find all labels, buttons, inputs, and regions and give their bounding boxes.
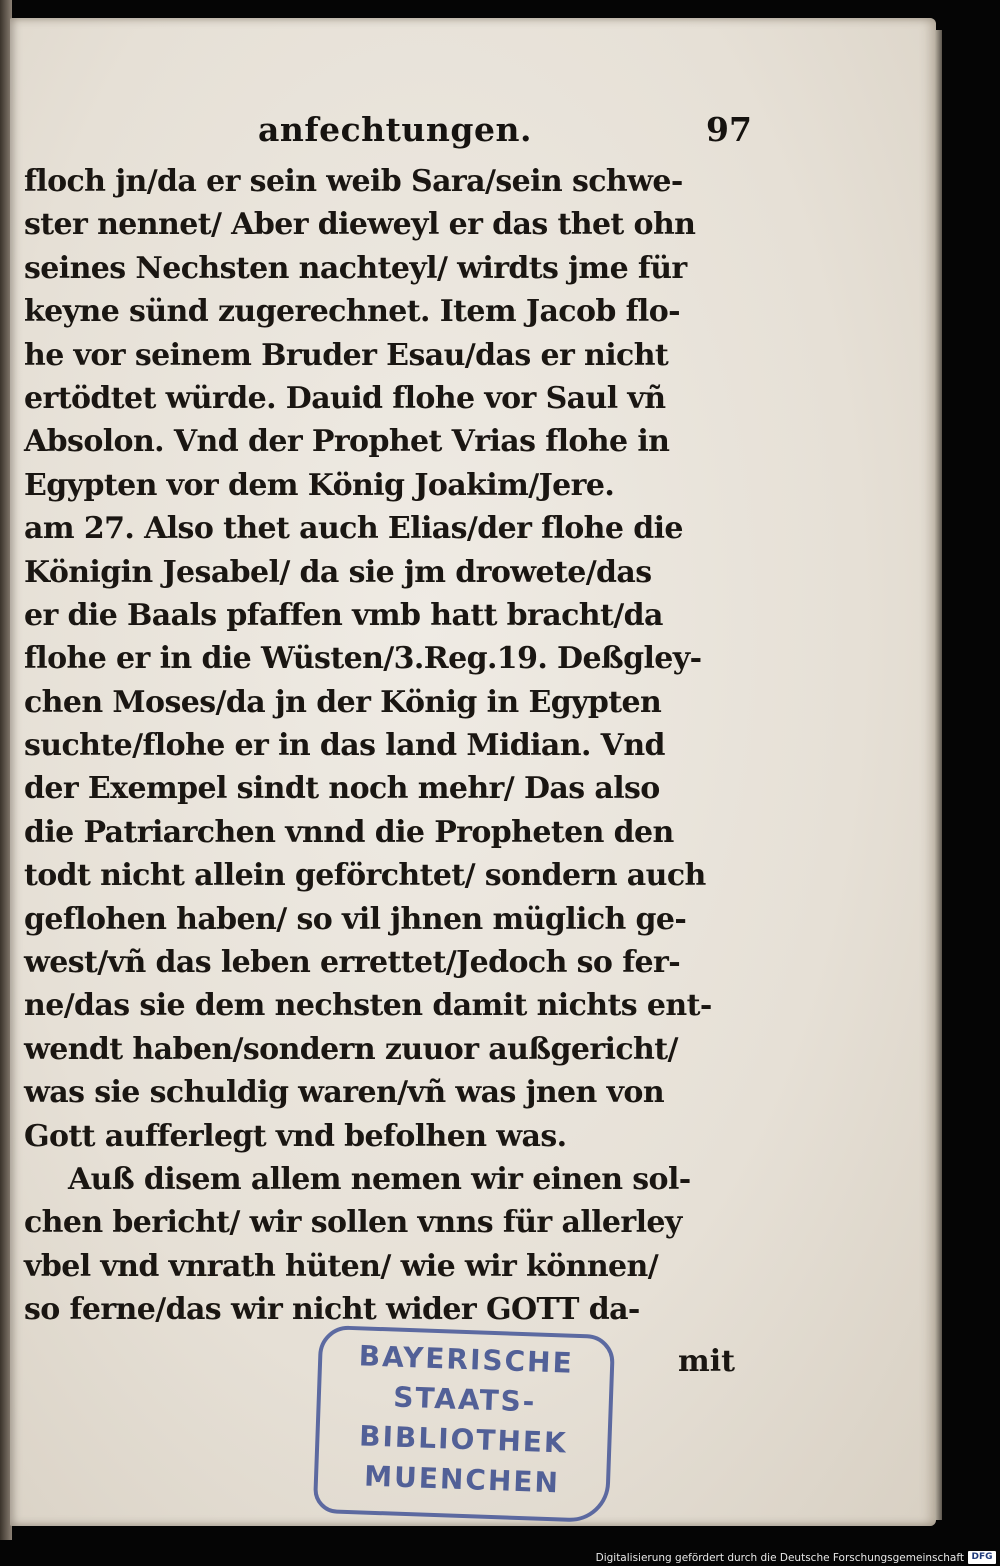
text-line: seines Nechsten nachteyl/ wirdts jme für <box>24 250 687 286</box>
text-line: floch jn/da er sein weib Sara/sein schwe- <box>24 164 683 199</box>
text-line: die Patriarchen vnnd die Propheten den <box>24 814 674 850</box>
stamp-line: MUENCHEN <box>363 1459 561 1500</box>
text-line: chen Moses/da jn der König in Egypten <box>24 684 662 720</box>
text-block <box>24 160 742 1332</box>
stamp-line: STAATS- <box>392 1380 537 1419</box>
text-line: he vor seinem Bruder Esau/das er nicht <box>24 337 669 373</box>
text-line: am 27. Also thet auch Elias/der flohe die <box>24 511 683 547</box>
page-number: 97 <box>706 110 752 149</box>
text-line: wendt haben/sondern zuuor außgericht/ <box>24 1031 678 1067</box>
text-line: west/vñ das leben errettet/Jedoch so fer- <box>24 945 681 981</box>
text-line: vbel vnd vnrath hüten/ wie wir können/ <box>24 1248 659 1284</box>
text-line: keyne sünd zugerechnet. Item Jacob flo- <box>24 294 680 330</box>
text-line: ertödtet würde. Dauid flohe vor Saul vñ <box>24 380 666 416</box>
text-line: er die Baals pfaffen vmb hatt bracht/da <box>24 597 663 633</box>
text-line: geflohen haben/ so vil jhnen müglich ge- <box>24 901 687 937</box>
text-line: Egypten vor dem König Joakim/Jere. <box>24 467 615 503</box>
catchword: mit <box>678 1344 735 1379</box>
text-line: der Exempel sindt noch mehr/ Das also <box>24 771 660 807</box>
text-line: Absolon. Vnd der Prophet Vrias flohe in <box>24 424 670 460</box>
text-line: ster nennet/ Aber dieweyl er das thet ohn <box>24 207 696 243</box>
page-edge <box>935 30 942 1520</box>
stamp-line: BAYERISCHE <box>358 1339 575 1380</box>
footer-credit: Digitalisierung gefördert durch die Deutsche Forschungsgemeinschaft <box>595 1552 964 1564</box>
text-line: suchte/flohe er in das land Midian. Vnd <box>24 728 665 764</box>
text-line: flohe er in die Wüsten/3.Reg.19. Deßgley- <box>24 641 702 677</box>
dfg-logo: DFG <box>968 1551 996 1564</box>
text-line: chen bericht/ wir sollen vnns für allerley <box>24 1205 682 1241</box>
text-line: ne/das sie dem nechsten damit nichts ent- <box>24 988 712 1024</box>
text-line: Königin Jesabel/ da sie jm drowete/das <box>24 554 652 590</box>
text-line: Auß disem allem nemen wir einen sol- <box>68 1161 691 1197</box>
text-line: so ferne/das wir nicht wider GOTT da- <box>24 1292 640 1328</box>
stamp-line: BIBLIOTHEK <box>358 1419 569 1460</box>
text-line: was sie schuldig waren/vñ was jnen von <box>24 1075 665 1111</box>
running-head: anfechtungen. <box>258 110 532 149</box>
text-line: Gott aufferlegt vnd befolhen was. <box>24 1118 567 1154</box>
library-stamp <box>313 1325 615 1523</box>
text-line: todt nicht allein geförchtet/ sondern auch <box>24 858 706 894</box>
